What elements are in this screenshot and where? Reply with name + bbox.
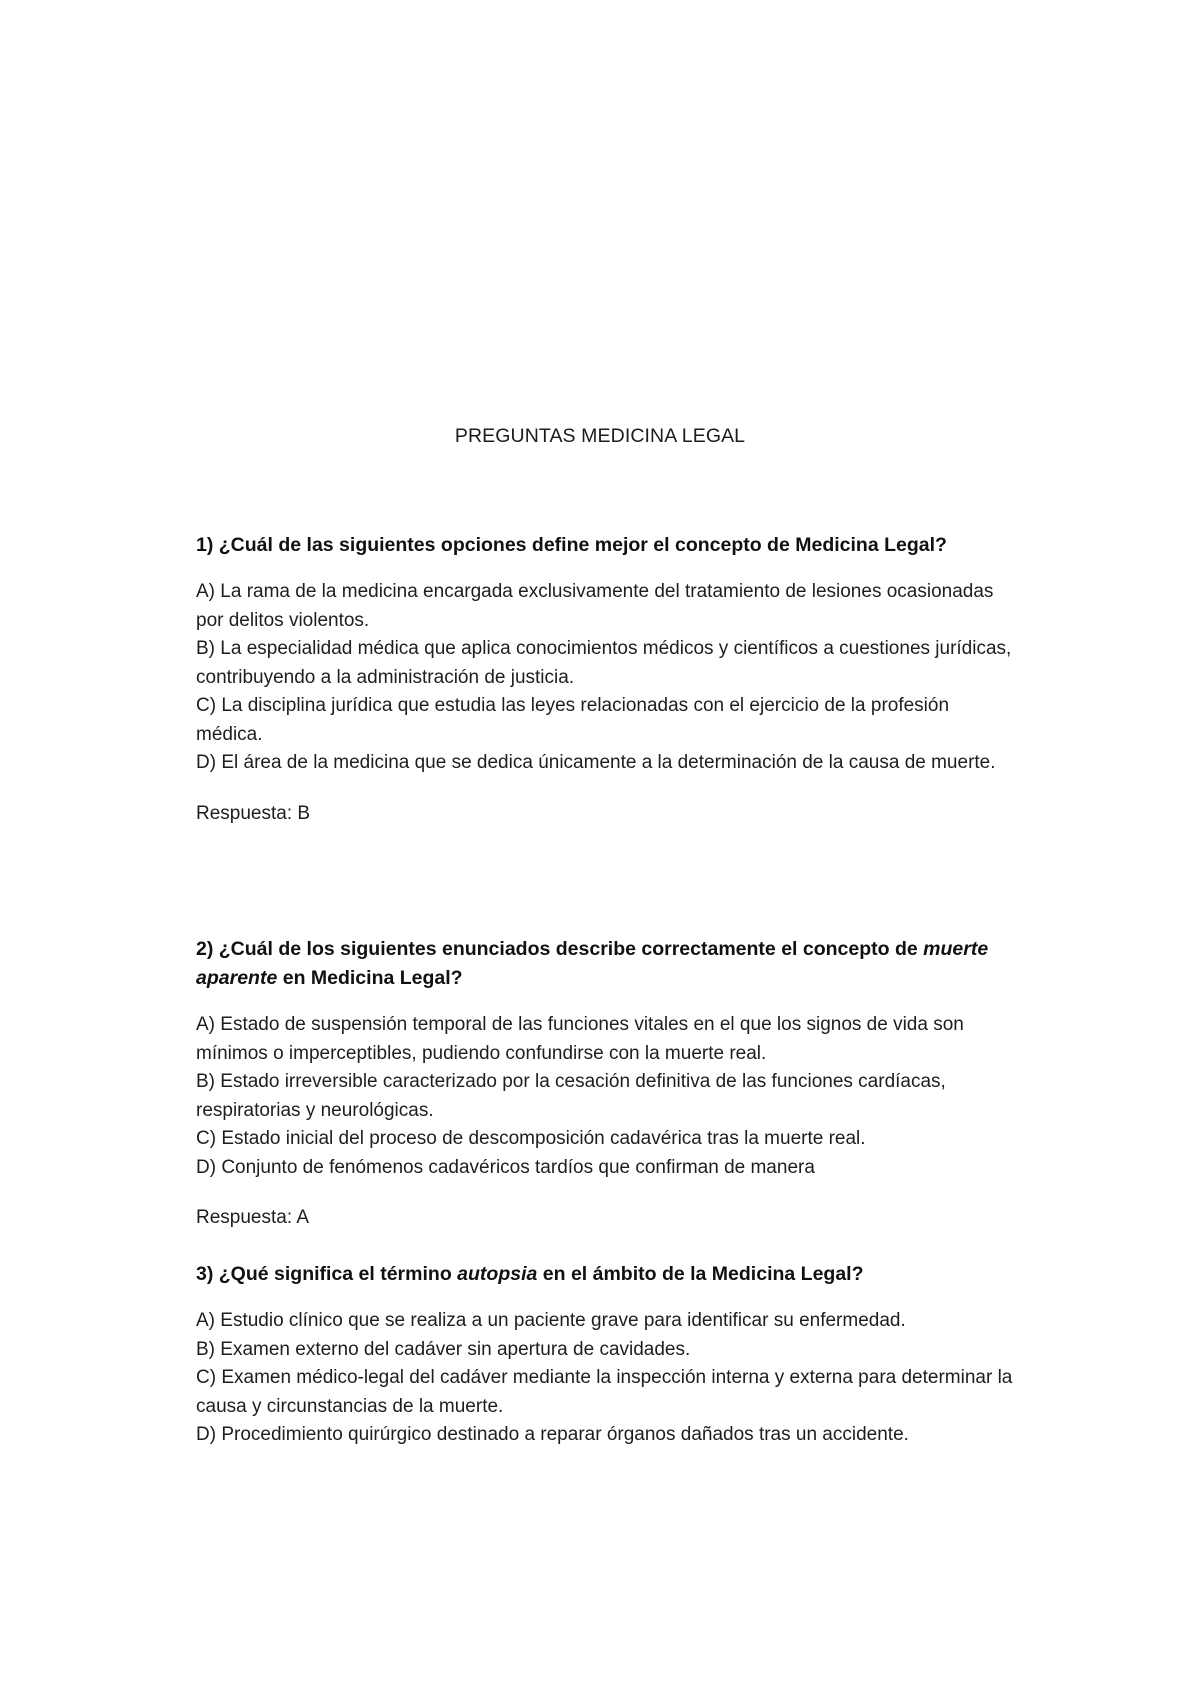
option-d: D) Procedimiento quirúrgico destinado a reparar órganos dañados tras un accidente. <box>196 1424 909 1445</box>
option-a: A) Estado de suspensión temporal de las funciones vitales en el que los signos de vida son mínimos o imperceptibles, pudiendo confundirse con la muerte real. <box>196 1014 964 1064</box>
option-c: C) La disciplina jurídica que estudia las leyes relacionadas con el ejercicio de la profesión médica. <box>196 695 950 745</box>
option-b: B) Estado irreversible caracterizado por la cesación definitiva de las funciones cardíacas, respiratorias y neurológicas. <box>196 1071 946 1121</box>
option-b: B) La especialidad médica que aplica conocimientos médicos y científicos a cuestiones jurídicas, contribuyendo a la administración de justicia. <box>196 638 1012 688</box>
question-2 <box>196 935 1016 1233</box>
question-text-post: en Medicina Legal? <box>282 967 463 989</box>
options-list <box>196 578 1016 778</box>
question-number: 3) <box>196 1263 214 1285</box>
question-text-emphasis: muerte aparente <box>196 938 989 989</box>
option-c: C) Examen médico-legal del cadáver mediante la inspección interna y externa para determinar la causa y circunstancias de la muerte. <box>196 1367 1013 1417</box>
question-title <box>196 935 1016 993</box>
options-list <box>196 1011 1016 1182</box>
question-title <box>196 1260 1016 1289</box>
question-number: 2) <box>196 938 214 960</box>
option-a: A) La rama de la medicina encargada exclusivamente del tratamiento de lesiones ocasionadas por delitos violentos. <box>196 581 994 631</box>
question-1 <box>196 531 1016 828</box>
answer: Respuesta: A <box>196 1207 310 1228</box>
option-d: D) Conjunto de fenómenos cadavéricos tardíos que confirman de manera <box>196 1156 815 1178</box>
option-a: A) Estudio clínico que se realiza a un paciente grave para identificar su enfermedad. <box>196 1310 906 1331</box>
question-3 <box>196 1260 1016 1450</box>
question-text-pre: ¿Qué significa el término <box>218 1263 452 1285</box>
question-number: 1) <box>196 534 214 556</box>
answer: Respuesta: B <box>196 802 311 824</box>
option-c: C) Estado inicial del proceso de descomposición cadavérica tras la muerte real. <box>196 1128 866 1149</box>
options-list <box>196 1307 1016 1450</box>
question-text-emphasis: autopsia <box>457 1263 538 1285</box>
option-b: B) Examen externo del cadáver sin apertura de cavidades. <box>196 1338 691 1360</box>
question-title <box>196 531 1016 560</box>
question-text-pre: ¿Cuál de los siguientes enunciados describe correctamente el concepto de <box>218 938 918 960</box>
question-text-post: en el ámbito de la Medicina Legal? <box>542 1263 864 1285</box>
document-title: PREGUNTAS MEDICINA LEGAL <box>454 425 746 447</box>
option-d: D) El área de la medicina que se dedica únicamente a la determinación de la causa de muerte. <box>196 752 996 773</box>
question-text: ¿Cuál de las siguientes opciones define mejor el concepto de Medicina Legal? <box>218 534 947 556</box>
